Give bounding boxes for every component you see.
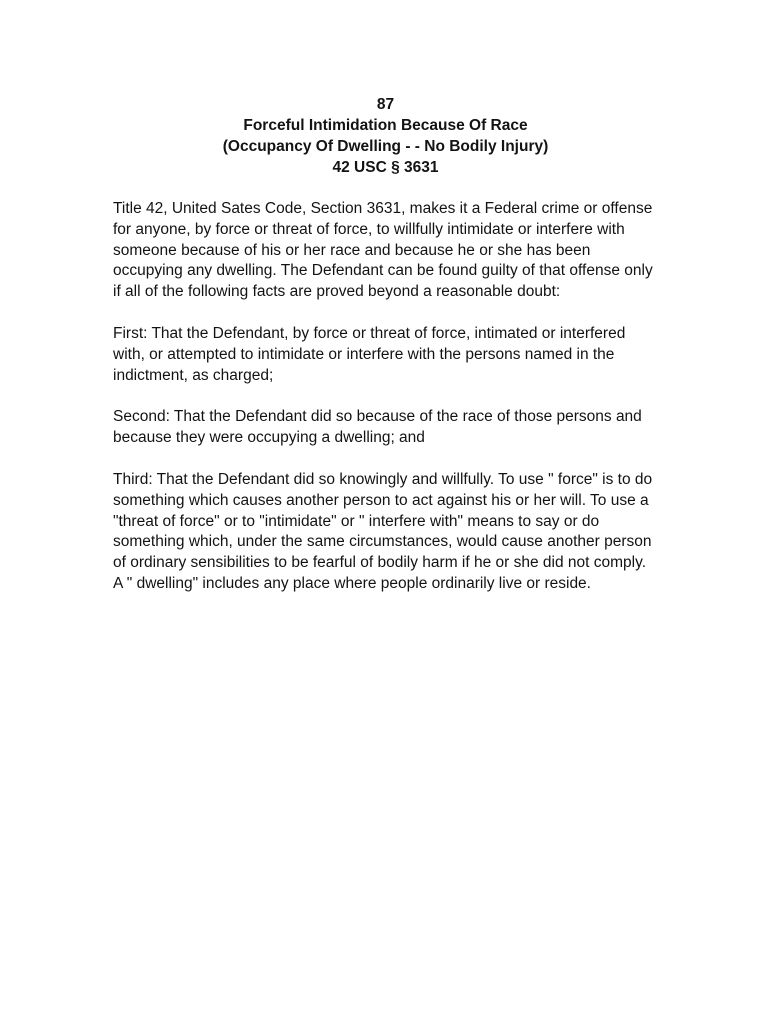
body-paragraph-third: Third: That the Defendant did so knowingly and willfully. To use " force" is to do something which causes another person to act against his or her will. To use a "threat of force" or to "intimidate" or " interfere with" means to say or do something which, under the same circumstances, would cause another person of ordinary sensibilities to be fearful of bodily harm if he or she did not comply. A " dwelling" includes any place where people ordinarily live or reside.: [113, 470, 653, 592]
body-paragraph-intro: Title 42, United Sates Code, Section 3631, makes it a Federal crime or offense for anyone, by force or threat of force, to willfully intimidate or interfere with someone because of his or her race and because he or she has been occupying any dwelling. The Defendant can be found guilty of that offense only if all of the following facts are proved beyond a reasonable doubt:: [113, 200, 653, 301]
header-statute: 42 USC § 3631: [332, 159, 439, 176]
header-instruction-number: 87: [376, 96, 395, 113]
document-header: [113, 94, 658, 178]
body-paragraph-first: First: That the Defendant, by force or threat of force, intimated or interfered with, or attempted to intimidate or interfere with the persons named in the indictment, as charged;: [113, 324, 626, 384]
header-subtitle: (Occupancy Of Dwelling - - No Bodily Injury): [222, 138, 549, 155]
body-paragraph-second: Second: That the Defendant did so because of the race of those persons and because they were occupying a dwelling; and: [113, 408, 642, 447]
document-body: [113, 199, 658, 595]
header-title: Forceful Intimidation Because Of Race: [243, 117, 528, 134]
document-content: [113, 94, 658, 616]
